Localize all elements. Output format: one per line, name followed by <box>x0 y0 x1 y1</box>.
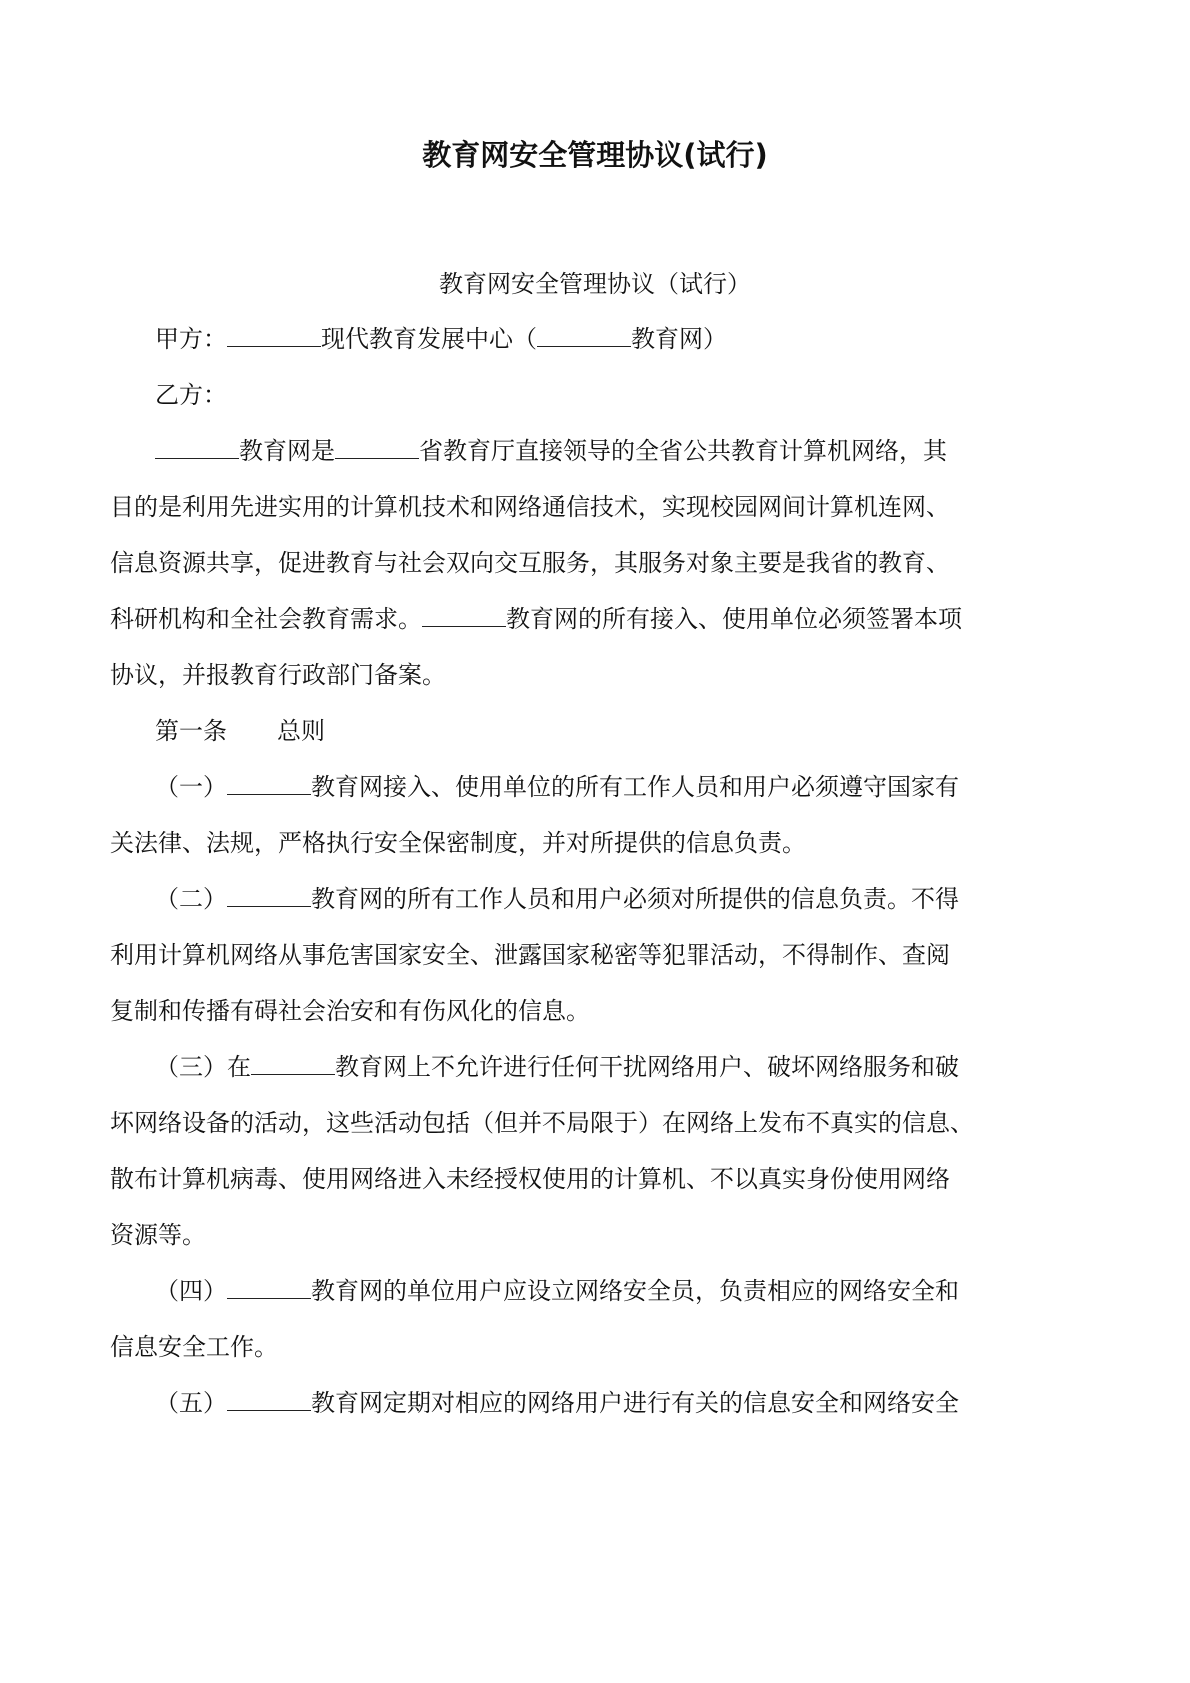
party-b-line <box>155 379 1145 411</box>
document-subtitle <box>0 268 1190 300</box>
clause-3-line-1 <box>155 1051 1145 1083</box>
page-title: 教育网安全管理协议(试行) <box>422 138 768 172</box>
article-title: 总则 <box>277 717 325 745</box>
intro-line-4 <box>110 603 1100 635</box>
clause-2-line-3: 复制和传播有碍社会治安和有伤风化的信息。 <box>110 997 590 1025</box>
party-a-org: 现代教育发展中心（ <box>321 325 537 353</box>
intro-text: 教育网是 <box>239 437 335 465</box>
clause-4-line-2: 信息安全工作。 <box>110 1333 278 1361</box>
blank-field <box>251 1052 335 1075</box>
clause-4-line-1 <box>155 1275 1145 1307</box>
clause-text: 教育网的单位用户应设立网络安全员，负责相应的网络安全和 <box>311 1277 959 1305</box>
clause-text: 教育网的所有工作人员和用户必须对所提供的信息负责。不得 <box>311 885 959 913</box>
clause-text: 教育网定期对相应的网络用户进行有关的信息安全和网络安全 <box>311 1389 959 1417</box>
clause-marker: （四） <box>155 1277 227 1305</box>
clause-3-line-3: 散布计算机病毒、使用网络进入未经授权使用的计算机、不以真实身份使用网络 <box>110 1165 950 1193</box>
blank-field <box>227 324 321 347</box>
intro-text: 科研机构和全社会教育需求。 <box>110 605 422 633</box>
blank-field <box>155 436 239 459</box>
party-b-label: 乙方： <box>155 381 227 409</box>
intro-text: 省教育厅直接领导的全省公共教育计算机网络，其 <box>419 437 947 465</box>
clause-3-line-2: 坏网络设备的活动，这些活动包括（但并不局限于）在网络上发布不真实的信息、 <box>110 1109 974 1137</box>
clause-text: 教育网接入、使用单位的所有工作人员和用户必须遵守国家有 <box>311 773 959 801</box>
blank-field <box>537 324 631 347</box>
blank-field <box>227 1388 311 1411</box>
clause-2-line-2: 利用计算机网络从事危害国家安全、泄露国家秘密等犯罪活动，不得制作、查阅 <box>110 941 950 969</box>
clause-2-line-1 <box>155 883 1145 915</box>
clause-marker: （二） <box>155 885 227 913</box>
clause-5-line-1 <box>155 1387 1145 1419</box>
intro-line-3: 信息资源共享，促进教育与社会双向交互服务，其服务对象主要是我省的教育、 <box>110 549 950 577</box>
blank-field <box>227 1276 311 1299</box>
intro-text: 教育网的所有接入、使用单位必须签署本项 <box>506 605 962 633</box>
article-heading <box>155 715 1145 747</box>
blank-field <box>227 884 311 907</box>
clause-marker: （一） <box>155 773 227 801</box>
blank-field <box>422 604 506 627</box>
intro-line-2: 目的是利用先进实用的计算机技术和网络通信技术，实现校园网间计算机连网、 <box>110 493 950 521</box>
subtitle-text: 教育网安全管理协议（试行） <box>439 270 751 298</box>
blank-field <box>227 772 311 795</box>
intro-line-5: 协议，并报教育行政部门备案。 <box>110 661 446 689</box>
clause-marker: （三）在 <box>155 1053 251 1081</box>
clause-text: 教育网上不允许进行任何干扰网络用户、破坏网络服务和破 <box>335 1053 959 1081</box>
clause-marker: （五） <box>155 1389 227 1417</box>
clause-1-line-2: 关法律、法规，严格执行安全保密制度，并对所提供的信息负责。 <box>110 829 806 857</box>
article-number: 第一条 <box>155 717 227 745</box>
clause-3-line-4: 资源等。 <box>110 1221 206 1249</box>
party-a-line <box>155 323 1145 355</box>
intro-line-1 <box>155 435 1145 467</box>
blank-field <box>335 436 419 459</box>
party-a-label: 甲方： <box>155 325 227 353</box>
clause-1-line-1 <box>155 771 1145 803</box>
party-a-net: 教育网） <box>631 325 727 353</box>
